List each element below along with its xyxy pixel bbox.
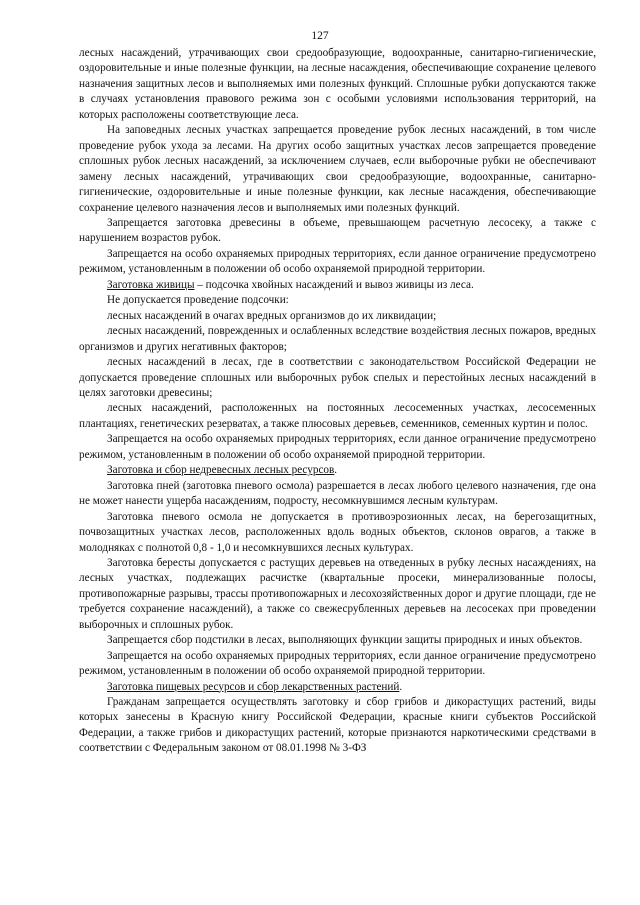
document-body: [79, 46, 596, 757]
paragraph: На заповедных лесных участках запрещается проведение рубок лесных насаждений, в том числе проведение рубок ухода за лесами. На других особо защитных участках лесов запрещается проведение сплошных рубок лесных насаждений, за исключением случаев, если выборочные рубки не обеспечивают замену лесных насаждений, утрачивающих свои средообразующие, водоохранные, санитарно-гигиенические, оздоровительные и иные полезные функции, как лесные насаждения, обеспечивающие сохранение целевого назначения лесов и выполняемых ими полезных функций.: [79, 124, 596, 214]
paragraph: Запрещается на особо охраняемых природных территориях, если данное ограничение предусмотрено режимом, установленным в положении об особо охраняемой природной территории.: [79, 433, 596, 461]
paragraph: Заготовка бересты допускается с растущих деревьев на отведенных в рубку лесных насаждениях, на лесных участках, подлежащих расчистке (квартальные просеки, минерализованные полосы, противопожарные разрывы, трассы противопожарных и лесохозяйственных дорог и другие площади, где не требуется сохранение насаждений), а также со свежесрубленных деревьев на лесосеках при проведении выборочных и сплошных рубок.: [79, 556, 596, 631]
paragraph: Гражданам запрещается осуществлять заготовку и сбор грибов и дикорастущих растений, виды которых занесены в Красную книгу Российской Федерации, красные книги субъектов Российской Федерации, а также грибов и дикорастущих растений, которые признаются наркотическими средствами в соответствии с Федеральным законом от 08.01.1998 № 3-ФЗ: [79, 696, 596, 755]
section-heading-food: Заготовка пищевых ресурсов и сбор лекарственных растений: [107, 680, 400, 693]
list-item: лесных насаждений, поврежденных и ослабленных вследствие воздействия лесных пожаров, вредных организмов и других негативных факторов;: [79, 325, 596, 353]
paragraph: Запрещается заготовка древесины в объеме, превышающем расчетную лесосеку, а также с нарушением возрастов рубок.: [79, 216, 596, 245]
paragraph: Запрещается сбор подстилки в лесах, выполняющих функции защиты природных и иных объектов.: [107, 634, 583, 647]
section-resin-definition: – подсочка хвойных насаждений и вывоз живицы из леса.: [194, 278, 474, 291]
list-item: лесных насаждений в лесах, где в соответствии с законодательством Российской Федерации не допускается проведение сплошных или выборочных рубок спелых и перестойных лесных насаждений в целях заготовки древесины;: [79, 356, 596, 399]
paragraph: Не допускается проведение подсочки:: [107, 294, 289, 307]
page-number: 127: [311, 30, 329, 42]
section-resin-title: [79, 278, 596, 293]
section-heading-nonwood: Заготовка и сбор недревесных лесных ресурсов: [107, 464, 335, 477]
heading-period: .: [399, 680, 403, 693]
section-nonwood-title: [79, 463, 596, 478]
section-food-title: [79, 680, 596, 695]
paragraph: Заготовка пней (заготовка пневого осмола) разрешается в лесах любого целевого назначения, где она не может нанести ущерба насаждениям, подросту, несомкнувшимся лесным культурам.: [79, 479, 596, 508]
paragraph-continuation: лесных насаждений, утрачивающих свои средообразующие, водоохранные, санитарно-гигиенические, оздоровительные и иные полезные функции, на лесные насаждения, обеспечивающие сохранение целевого назначения защитных лесов и выполняемых ими полезных функций. Сплошные рубки допускаются также в случаях установления правового режима зон с особыми условиями использования территорий, на которых расположены соответствующие леса.: [79, 47, 596, 121]
list-item: лесных насаждений, расположенных на постоянных лесосеменных участках, лесосеменных плантациях, генетических резерватах, а также плюсовых деревьев, семенников, семенных куртин и полос.: [79, 402, 596, 430]
section-heading-resin: Заготовка живицы: [107, 278, 195, 291]
paragraph: Запрещается на особо охраняемых природных территориях, если данное ограничение предусмотрено режимом, установленным в положении об особо охраняемой природной территории.: [79, 649, 596, 678]
list-item: лесных насаждений в очагах вредных организмов до их ликвидации;: [107, 309, 437, 322]
paragraph: Запрещается на особо охраняемых природных территориях, если данное ограничение предусмотрено режимом, установленным в положении об особо охраняемой природной территории.: [79, 247, 596, 276]
heading-period: .: [334, 464, 338, 477]
paragraph: Заготовка пневого осмола не допускается в противоэрозионных лесах, на берегозащитных, почвозащитных участках лесов, расположенных вдоль водных объектов, склонов оврагов, а также в молодняках с полнотой 0,8 - 1,0 и несомкнувшихся лесных культурах.: [79, 510, 596, 554]
